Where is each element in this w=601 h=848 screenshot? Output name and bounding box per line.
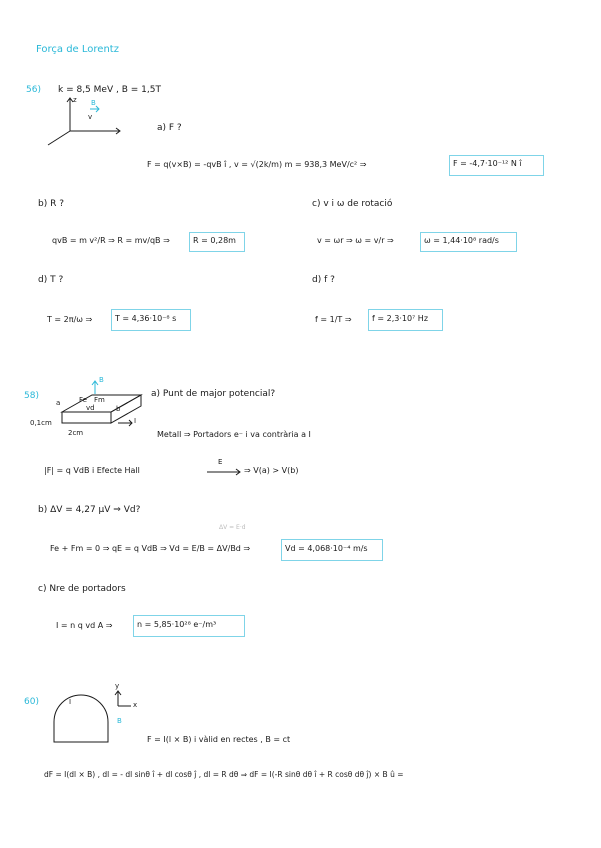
p60-y-label: y <box>115 682 120 690</box>
p58-slab-front <box>62 412 111 423</box>
p58-b-equation: Fe + Fm = 0 ⇒ qE = q VdB ⇒ Vd = E/B = ΔV/Bd ⇒ <box>50 544 251 553</box>
problem-60-number: 60) <box>24 697 39 707</box>
p58-b-question: b) ΔV = 4,27 μV ⇒ Vd? <box>38 505 141 515</box>
p56-d-equation: T = 2π/ω ⇒ <box>47 315 93 324</box>
p56-d-answer: T = 4,36·10⁻⁸ s <box>115 314 177 323</box>
problem-56-number: 56) <box>26 85 41 95</box>
p58-c-answer: n = 5,85·10²⁸ e⁻/m³ <box>137 620 217 629</box>
p58-vd-label: vd <box>86 404 95 412</box>
p56-c-answer: ω = 1,44·10⁸ rad/s <box>424 236 499 245</box>
p56-e-answer: f = 2,3·10⁷ Hz <box>372 314 429 323</box>
p58-fe-label: Fe <box>79 396 87 404</box>
p58-width-label: 2cm <box>68 429 84 437</box>
problem-56-given: k = 8,5 MeV , B = 1,5T <box>58 85 161 95</box>
p56-b-answer: R = 0,28m <box>193 236 236 245</box>
p58-a-question: a) Punt de major potencial? <box>151 389 276 399</box>
p60-b-label: B <box>117 717 122 725</box>
p58-fm-label: Fm <box>94 396 105 404</box>
p60-half-loop <box>54 695 108 742</box>
p56-e-equation: f = 1/T ⇒ <box>315 315 352 324</box>
problem-58-number: 58) <box>24 391 39 401</box>
p58-c-equation: I = n q vd A ⇒ <box>56 621 113 630</box>
p56-v-label: v <box>88 113 93 121</box>
p56-b-label: B <box>91 99 96 107</box>
p56-a-answer: F = -4,7·10⁻¹² N î <box>453 159 522 168</box>
p56-c-equation: v = ωr ⇒ ω = v/r ⇒ <box>317 236 394 245</box>
p60-current-label: I <box>69 698 72 706</box>
p58-hall-line: |F| = q VdB i Efecte Hall <box>44 466 140 475</box>
p58-hall-result: ⇒ V(a) > V(b) <box>244 466 299 475</box>
p56-b-equation: qvB = m v²/R ⇒ R = mv/qB ⇒ <box>52 236 170 245</box>
p58-a-line: Metall ⇒ Portadors e⁻ i va contrària a I <box>157 430 311 439</box>
p60-equation-1: F = I(l × B) i vàlid en rectes , B = ct <box>147 735 291 744</box>
p58-faint-note: ΔV = E·d <box>219 524 246 531</box>
p58-e-arrow <box>207 469 240 475</box>
p58-b-answer: Vd = 4,068·10⁻⁴ m/s <box>285 544 368 553</box>
p56-z-label: z <box>73 96 77 104</box>
p60-equation-2: dF = I(dl × B) , dl = - dl sinθ î + dl cosθ ĵ , dl = R dθ ⇒ dF = I(-R sinθ dθ î + R cosθ dθ ĵ) × B û = <box>44 770 404 779</box>
p60-x-label: x <box>133 701 138 709</box>
page-title: Força de Lorentz <box>36 44 119 55</box>
p56-axes-diagram <box>48 98 120 145</box>
p58-a-label: a <box>56 399 61 407</box>
p56-b-question: b) R ? <box>38 199 64 209</box>
p56-y-axis <box>48 131 70 145</box>
p56-a-question: a) F ? <box>157 123 182 133</box>
p56-e-question: d) f ? <box>312 275 335 285</box>
p56-a-equation: F = q(v×B) = -qvB î , v = √(2k/m) m = 938,3 MeV/c² ⇒ <box>147 160 367 169</box>
p58-i-label: I <box>134 417 137 425</box>
p56-d-question: d) T ? <box>38 275 64 285</box>
p58-c-question: c) Nre de portadors <box>38 584 126 594</box>
p56-c-question: c) v i ω de rotació <box>312 199 393 209</box>
p58-b-label: b <box>116 405 121 413</box>
p58-e-arrow-label: E <box>218 458 223 466</box>
p58-b-field-label: B <box>99 376 104 384</box>
p58-thickness-label: 0,1cm <box>30 419 52 427</box>
